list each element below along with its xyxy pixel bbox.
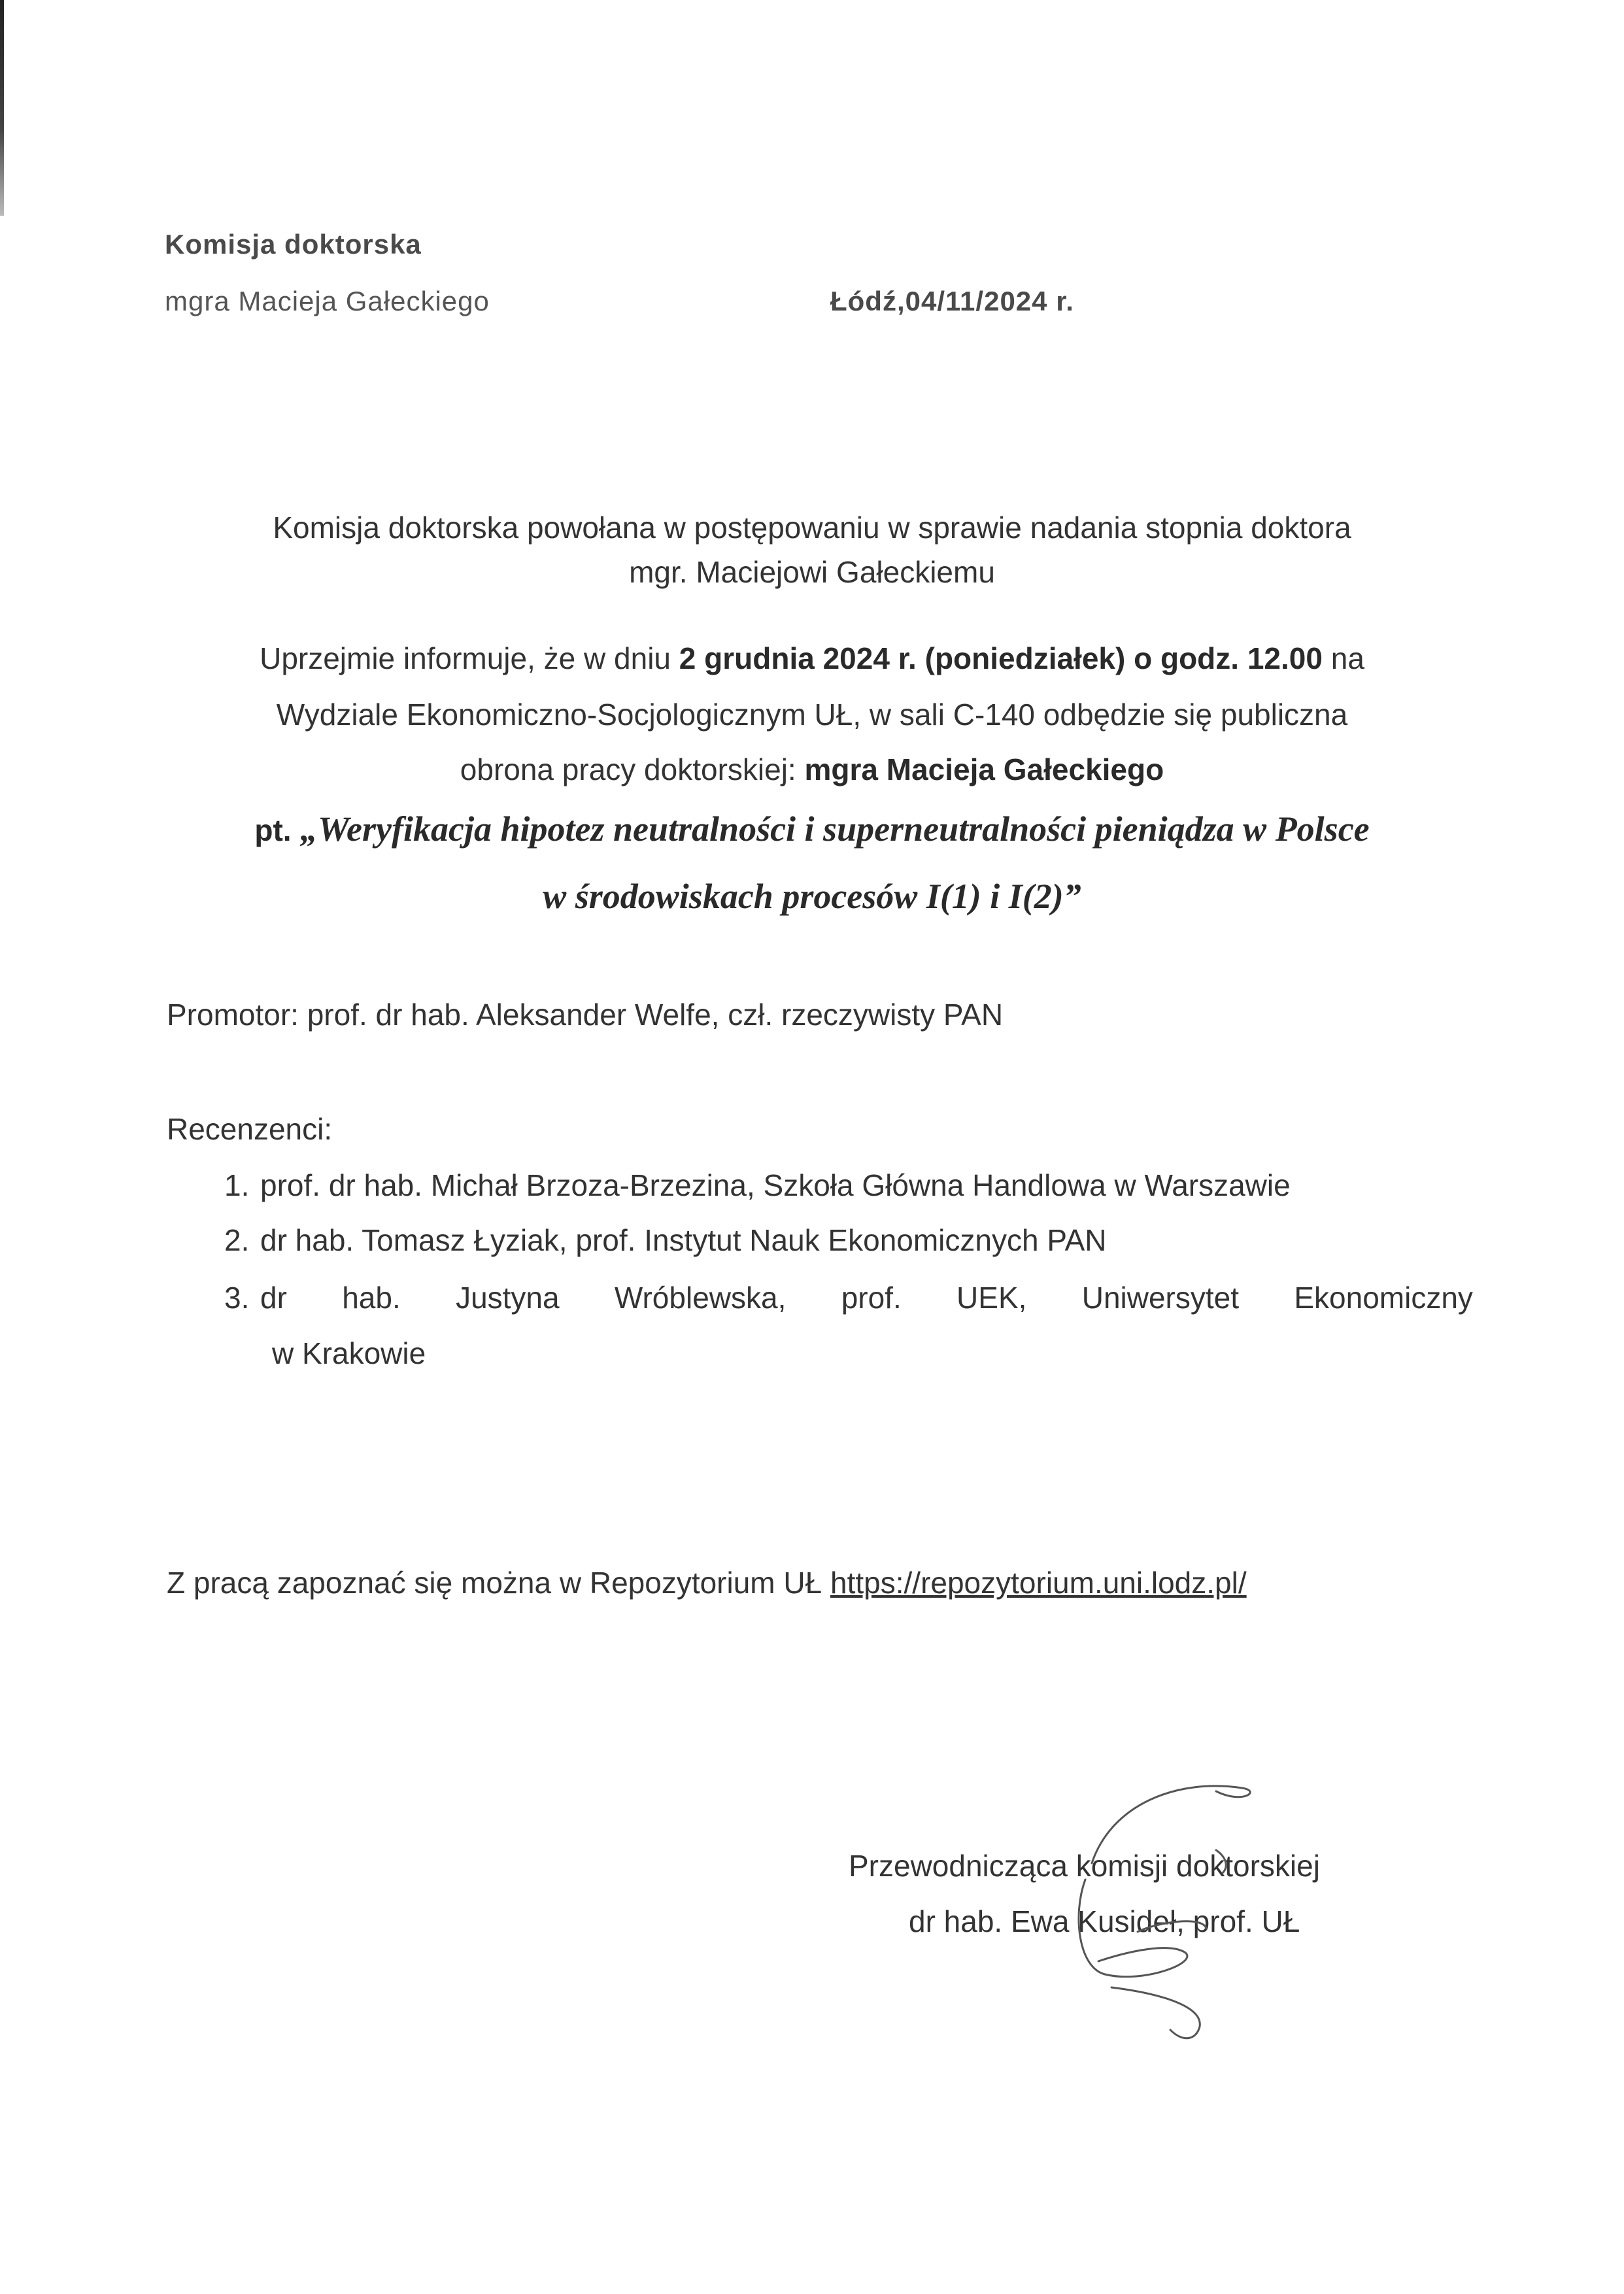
intro-line-1: Komisja doktorska powołana w postępowaniu w sprawie nadania stopnia doktora [273, 511, 1351, 545]
announcement-line-3 [0, 752, 1624, 787]
reviewer-3-word: dr [260, 1281, 287, 1315]
reviewer-1: prof. dr hab. Michał Brzoza-Brzezina, Szkoła Główna Handlowa w Warszawie [260, 1168, 1291, 1202]
candidate-name: mgra Macieja Gałeckiego [804, 752, 1164, 786]
handwritten-signature [1046, 1765, 1268, 2046]
signature-name: dr hab. Ewa Kusideł, prof. UŁ [909, 1904, 1300, 1938]
reviewer-number: 2. [224, 1223, 250, 1257]
reviewer-3-word: Ekonomiczny [1294, 1281, 1473, 1315]
promotor: Promotor: prof. dr hab. Aleksander Welfe, czł. rzeczywisty PAN [167, 998, 1004, 1032]
thesis-title-line-1 [0, 809, 1624, 849]
reviewer-number: 1. [224, 1168, 250, 1202]
place-date: Łódź,04/11/2024 r. [830, 286, 1074, 316]
repository-link[interactable]: https://repozytorium.uni.lodz.pl/ [830, 1566, 1247, 1600]
announcement-text: obrona pracy doktorskiej: [460, 752, 805, 786]
intro-line-2: mgr. Maciejowi Gałeckiemu [629, 555, 995, 589]
scan-edge [0, 0, 4, 216]
reviewer-3-word: UEK, [956, 1281, 1027, 1315]
repository-line [167, 1565, 1247, 1600]
announcement-text: na [1322, 641, 1364, 675]
thesis-prefix: pt. [254, 813, 292, 847]
committee-heading: Komisja doktorska [165, 229, 422, 260]
reviewer-3-word: Wróblewska, [614, 1281, 787, 1315]
candidate-heading: mgra Macieja Gałeckiego [165, 286, 490, 316]
signature-role: Przewodnicząca komisji doktorskiej [849, 1849, 1320, 1883]
reviewer-3-word: prof. [841, 1281, 902, 1315]
reviewer-3-word: Uniwersytet [1081, 1281, 1240, 1315]
defense-date-time: 2 grudnia 2024 r. (poniedziałek) o godz. 12.00 [679, 641, 1323, 675]
reviewer-number: 3. [224, 1281, 250, 1315]
announcement-line-2: Wydziale Ekonomiczno-Socjologicznym UŁ, w sali C-140 odbędzie się publiczna [276, 698, 1348, 732]
reviewer-3-word: Justyna [456, 1281, 560, 1315]
thesis-title-line-2: w środowiskach procesów I(1) i I(2)” [543, 877, 1081, 916]
announcement-line-1 [0, 641, 1624, 676]
repository-text: Z pracą zapoznać się można w Repozytorium UŁ [167, 1566, 830, 1600]
reviewer-2: dr hab. Tomasz Łyziak, prof. Instytut Nauk Ekonomicznych PAN [260, 1223, 1107, 1257]
reviewer-3 [260, 1280, 1473, 1315]
reviewers-heading: Recenzenci: [167, 1112, 333, 1146]
reviewer-3-word: hab. [342, 1281, 401, 1315]
reviewer-3-continuation: w Krakowie [272, 1336, 426, 1370]
announcement-text: Uprzejmie informuje, że w dniu [260, 641, 679, 675]
thesis-title-text: „Weryfikacja hipotez neutralności i superneutralności pieniądza w Polsce [300, 809, 1370, 849]
